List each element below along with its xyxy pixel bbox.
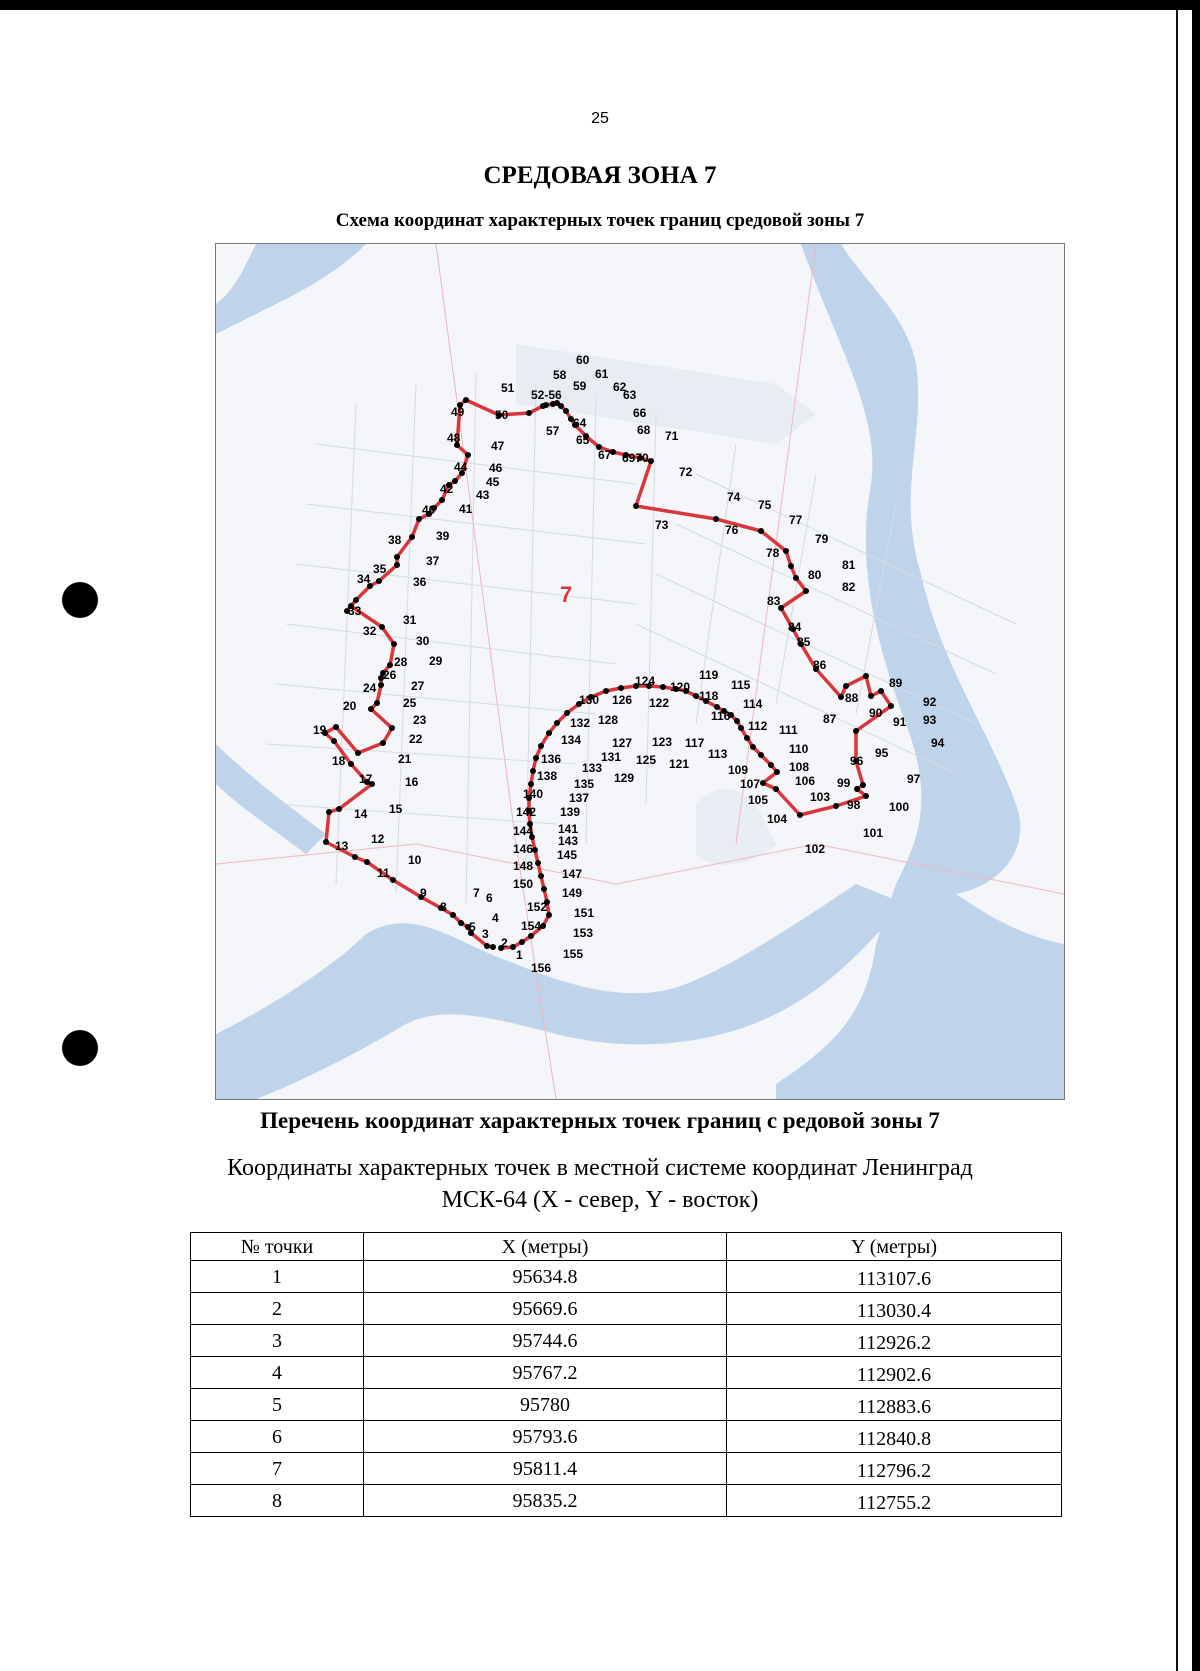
page-number: 25	[591, 110, 609, 127]
coordinates-caption	[0, 1152, 1200, 1216]
point-label: 124	[635, 674, 656, 688]
point-label: 34	[357, 572, 371, 586]
point-label: 152	[527, 900, 548, 914]
coordinates-caption-line2: МСК-64 (X - север, Y - восток)	[441, 1187, 759, 1213]
table-row	[191, 1293, 1062, 1325]
coordinates-table	[190, 1232, 1062, 1517]
point-label: 141	[558, 822, 579, 836]
boundary-point	[863, 673, 869, 679]
point-label: 64	[573, 416, 587, 430]
point-label: 90	[869, 706, 883, 720]
boundary-point	[326, 809, 332, 815]
point-label: 77	[789, 513, 803, 527]
point-label: 48	[447, 431, 461, 445]
point-label: 150	[513, 877, 534, 891]
point-label: 156	[531, 961, 552, 975]
point-label: 35	[373, 562, 387, 576]
x-cell: 95780	[364, 1389, 727, 1421]
point-label: 75	[758, 498, 772, 512]
punch-hole-top	[62, 582, 98, 618]
boundary-point	[713, 516, 719, 522]
point-label: 88	[845, 691, 859, 705]
point-number-cell: 1	[191, 1261, 364, 1293]
boundary-point	[783, 548, 789, 554]
point-label: 25	[403, 696, 417, 710]
point-label: 155	[563, 947, 584, 961]
boundary-point	[530, 768, 536, 774]
boundary-point	[843, 683, 849, 689]
boundary-point	[878, 688, 884, 694]
boundary-point	[660, 684, 666, 690]
boundary-point	[490, 944, 496, 950]
boundary-point	[603, 688, 609, 694]
boundary-point	[854, 786, 860, 792]
boundary-point	[797, 812, 803, 818]
boundary-point	[863, 793, 869, 799]
header-x: X (метры)	[364, 1233, 727, 1261]
table-row	[191, 1325, 1062, 1357]
point-label: 58	[553, 368, 567, 382]
boundary-point	[860, 782, 866, 788]
scan-edge-right-line	[1176, 10, 1178, 1671]
point-label: 146	[513, 842, 534, 856]
point-label: 135	[574, 777, 595, 791]
boundary-point	[348, 761, 354, 767]
point-label: 94	[931, 736, 945, 750]
point-label: 6	[486, 891, 493, 905]
point-label: 136	[541, 752, 562, 766]
point-label: 31	[403, 613, 417, 627]
point-label: 108	[789, 760, 810, 774]
point-label: 147	[562, 867, 583, 881]
point-label: 50	[495, 408, 509, 422]
table-row	[191, 1421, 1062, 1453]
point-label: 85	[797, 635, 811, 649]
boundary-point	[533, 755, 539, 761]
point-label: 27	[411, 679, 425, 693]
point-label: 6970	[622, 451, 649, 465]
boundary-point	[409, 534, 415, 540]
point-label: 68	[637, 423, 651, 437]
point-label: 57	[546, 424, 560, 438]
x-cell: 95835.2	[364, 1485, 727, 1517]
boundary-point	[546, 730, 552, 736]
point-label: 114	[743, 697, 763, 711]
point-label: 21	[398, 752, 412, 766]
point-label: 7	[473, 886, 480, 900]
point-label: 117	[685, 736, 705, 750]
y-cell: 112883.6	[727, 1389, 1062, 1421]
point-label: 16	[405, 775, 419, 789]
boundary-point	[734, 718, 740, 724]
point-label: 51	[501, 381, 515, 395]
point-label: 128	[598, 713, 619, 727]
table-row	[191, 1453, 1062, 1485]
point-label: 38	[388, 533, 402, 547]
point-label: 148	[513, 859, 534, 873]
boundary-point	[353, 597, 359, 603]
point-label: 33	[348, 604, 362, 618]
point-label: 66	[633, 406, 647, 420]
boundary-point	[758, 528, 764, 534]
boundary-point	[463, 397, 469, 403]
boundary-point	[554, 720, 560, 726]
boundary-point	[750, 744, 756, 750]
point-label: 47	[491, 439, 505, 453]
point-label: 39	[436, 529, 450, 543]
point-label: 149	[562, 886, 583, 900]
point-label: 13	[335, 839, 349, 853]
point-number-cell: 7	[191, 1453, 364, 1485]
point-label: 71	[665, 429, 679, 443]
y-cell: 113030.4	[727, 1293, 1062, 1325]
table-row	[191, 1485, 1062, 1517]
point-label: 105	[748, 793, 769, 807]
point-label: 116	[711, 709, 731, 723]
point-label: 151	[574, 906, 595, 920]
boundary-point	[465, 452, 471, 458]
point-label: 143	[558, 834, 579, 848]
boundary-point	[738, 725, 744, 731]
boundary-point	[538, 743, 544, 749]
x-cell: 95634.8	[364, 1261, 727, 1293]
point-label: 95	[875, 746, 889, 760]
y-cell: 112926.2	[727, 1325, 1062, 1357]
point-label: 111	[779, 723, 798, 737]
point-label: 36	[413, 575, 427, 589]
scan-edge-top	[0, 0, 1200, 10]
point-label: 109	[728, 763, 749, 777]
boundary-point	[379, 624, 385, 630]
boundary-point	[541, 886, 547, 892]
header-point-number: № точки	[191, 1233, 364, 1261]
point-label: 87	[823, 712, 837, 726]
point-label: 40	[422, 503, 436, 517]
point-label: 123	[652, 735, 673, 749]
point-label: 32	[363, 624, 377, 638]
point-label: 137	[569, 791, 590, 805]
zone-map	[215, 243, 1065, 1100]
boundary-point	[378, 682, 384, 688]
point-label: 11	[377, 866, 390, 880]
point-label: 74	[727, 490, 741, 504]
x-cell: 95744.6	[364, 1325, 727, 1357]
coordinates-caption-line1: Координаты характерных точек в местной системе координат Ленинград	[227, 1155, 973, 1181]
boundary-point	[563, 408, 569, 414]
point-label: 98	[847, 798, 861, 812]
boundary-point	[793, 575, 799, 581]
boundary-point	[744, 735, 750, 741]
table-header-row	[191, 1233, 1062, 1261]
point-label: 22	[409, 732, 423, 746]
point-label: 78	[766, 546, 780, 560]
boundary-point	[833, 803, 839, 809]
point-label: 45	[486, 475, 500, 489]
point-label: 62	[613, 380, 627, 394]
boundary-point	[648, 458, 654, 464]
point-label: 107	[740, 777, 761, 791]
table-row	[191, 1389, 1062, 1421]
boundary-point	[760, 780, 766, 786]
point-label: 42	[440, 482, 454, 496]
boundary-point	[519, 939, 525, 945]
point-label: 3	[482, 927, 489, 941]
point-label: 1	[516, 948, 523, 962]
boundary-point	[526, 410, 532, 416]
table-row	[191, 1261, 1062, 1293]
y-cell: 112796.2	[727, 1453, 1062, 1485]
point-label: 23	[413, 713, 427, 727]
boundary-point	[355, 750, 361, 756]
point-number-cell: 3	[191, 1325, 364, 1357]
boundary-point	[368, 706, 374, 712]
point-label: 41	[459, 502, 473, 516]
point-label: 12	[371, 832, 385, 846]
boundary-point	[394, 554, 400, 560]
point-label: 103	[810, 790, 831, 804]
point-label: 142	[516, 805, 537, 819]
punch-hole-bottom	[62, 1030, 98, 1066]
point-label: 2	[501, 936, 508, 950]
boundary-point	[323, 839, 329, 845]
point-label: 93	[923, 713, 937, 727]
scheme-caption: Схема координат характерных точек границ средовой зоны 7	[335, 210, 865, 231]
point-label: 61	[595, 367, 609, 381]
boundary-point	[838, 694, 844, 700]
list-title: Перечень координат характерных точек границ с редовой зоны 7	[260, 1108, 940, 1133]
boundary-point	[758, 752, 764, 758]
boundary-point	[364, 859, 370, 865]
boundary-point	[773, 786, 779, 792]
point-label: 145	[557, 848, 578, 862]
page-title: СРЕДОВАЯ ЗОНА 7	[483, 162, 717, 189]
point-label: 99	[837, 776, 851, 790]
point-label: 106	[795, 774, 816, 788]
point-label: 59	[573, 379, 587, 393]
point-label: 29	[429, 654, 443, 668]
point-label: 129	[614, 771, 635, 785]
point-label: 72	[679, 465, 693, 479]
point-label: 121	[669, 757, 690, 771]
scan-edge-right	[1192, 0, 1200, 1671]
point-label: 126	[612, 693, 633, 707]
boundary-point	[618, 685, 624, 691]
point-label: 37	[426, 554, 440, 568]
point-label: 83	[767, 594, 781, 608]
point-label: 19	[313, 723, 327, 737]
point-label: 67	[598, 448, 612, 462]
x-cell: 95669.6	[364, 1293, 727, 1325]
boundary-point	[394, 562, 400, 568]
point-label: 91	[893, 715, 907, 729]
point-label: 20	[343, 699, 357, 713]
point-label: 73	[655, 518, 669, 532]
point-label: 84	[788, 620, 802, 634]
point-label: 97	[907, 772, 921, 786]
point-number-cell: 2	[191, 1293, 364, 1325]
boundary-point	[376, 578, 382, 584]
point-label: 120	[670, 680, 691, 694]
point-label: 82	[842, 580, 856, 594]
boundary-point	[538, 873, 544, 879]
point-number-cell: 6	[191, 1421, 364, 1453]
point-label: 44	[454, 460, 468, 474]
boundary-point	[458, 920, 464, 926]
boundary-point	[788, 563, 794, 569]
point-label: 10	[408, 853, 422, 867]
x-cell: 95767.2	[364, 1357, 727, 1389]
point-label: 76	[725, 523, 739, 537]
point-label: 127	[612, 736, 633, 750]
point-label: 17	[359, 772, 373, 786]
point-label: 30	[416, 634, 430, 648]
point-label: 130	[579, 693, 600, 707]
boundary-point	[380, 740, 386, 746]
point-label: 9	[420, 886, 427, 900]
boundary-point	[633, 503, 639, 509]
boundary-point	[390, 877, 396, 883]
point-label: 133	[582, 761, 603, 775]
zone-map-svg	[216, 244, 1064, 1099]
point-label: 28	[394, 655, 408, 669]
boundary-point	[868, 693, 874, 699]
point-label: 49	[451, 405, 465, 419]
point-label: 65	[576, 433, 590, 447]
boundary-point	[450, 912, 456, 918]
boundary-point	[528, 933, 534, 939]
point-label: 102	[805, 842, 826, 856]
header-y: Y (метры)	[727, 1233, 1062, 1261]
boundary-point	[803, 588, 809, 594]
boundary-point	[389, 725, 395, 731]
point-number-cell: 8	[191, 1485, 364, 1517]
point-label: 96	[850, 754, 864, 768]
boundary-point	[768, 762, 774, 768]
point-label: 43	[476, 488, 490, 502]
boundary-point	[853, 728, 859, 734]
boundary-point	[439, 497, 445, 503]
point-label: 8	[440, 900, 447, 914]
boundary-point	[333, 724, 339, 730]
point-label: 132	[570, 716, 591, 730]
boundary-point	[374, 700, 380, 706]
boundary-point	[535, 860, 541, 866]
x-cell: 95811.4	[364, 1453, 727, 1485]
point-label: 139	[560, 805, 581, 819]
point-label: 5	[469, 920, 476, 934]
point-label: 92	[923, 695, 937, 709]
point-label: 154	[521, 919, 542, 933]
y-cell: 112755.2	[727, 1485, 1062, 1517]
point-label: 24	[363, 681, 377, 695]
point-label: 100	[889, 800, 910, 814]
point-label: 52-56	[531, 388, 562, 402]
y-cell: 113107.6	[727, 1261, 1062, 1293]
point-label: 113	[708, 747, 728, 761]
boundary-point	[352, 854, 358, 860]
point-label: 125	[636, 753, 657, 767]
point-label: 115	[731, 678, 751, 692]
boundary-point	[774, 769, 780, 775]
point-label: 81	[842, 558, 856, 572]
point-label: 63	[623, 388, 637, 402]
zone-number-label: 7	[560, 582, 573, 607]
boundary-point	[391, 641, 397, 647]
boundary-point	[331, 738, 337, 744]
point-label: 26	[383, 668, 397, 682]
point-label: 80	[808, 568, 822, 582]
point-label: 140	[523, 787, 544, 801]
point-label: 14	[354, 807, 368, 821]
point-label: 153	[573, 926, 594, 940]
boundary-point	[543, 402, 549, 408]
point-label: 119	[699, 668, 719, 682]
point-label: 60	[576, 353, 590, 367]
x-cell: 95793.6	[364, 1421, 727, 1453]
point-label: 134	[561, 733, 582, 747]
boundary-point	[558, 403, 564, 409]
point-label: 46	[489, 461, 503, 475]
point-label: 15	[389, 802, 403, 816]
point-label: 131	[601, 750, 622, 764]
point-label: 18	[332, 754, 346, 768]
point-label: 79	[815, 532, 829, 546]
point-label: 112	[748, 719, 768, 733]
boundary-point	[888, 703, 894, 709]
point-label: 104	[767, 812, 788, 826]
table-row	[191, 1357, 1062, 1389]
point-label: 110	[789, 742, 809, 756]
point-label: 138	[537, 769, 558, 783]
point-number-cell: 5	[191, 1389, 364, 1421]
y-cell: 112840.8	[727, 1421, 1062, 1453]
point-label: 122	[649, 696, 670, 710]
point-label: 86	[813, 658, 827, 672]
boundary-point	[336, 806, 342, 812]
point-label: 4	[492, 911, 499, 925]
point-label: 118	[699, 689, 719, 703]
boundary-point	[484, 943, 490, 949]
point-label: 89	[889, 676, 903, 690]
point-label: 101	[863, 826, 884, 840]
point-label: 144	[513, 824, 534, 838]
river-water	[216, 244, 1064, 1099]
y-cell: 112902.6	[727, 1357, 1062, 1389]
point-number-cell: 4	[191, 1357, 364, 1389]
